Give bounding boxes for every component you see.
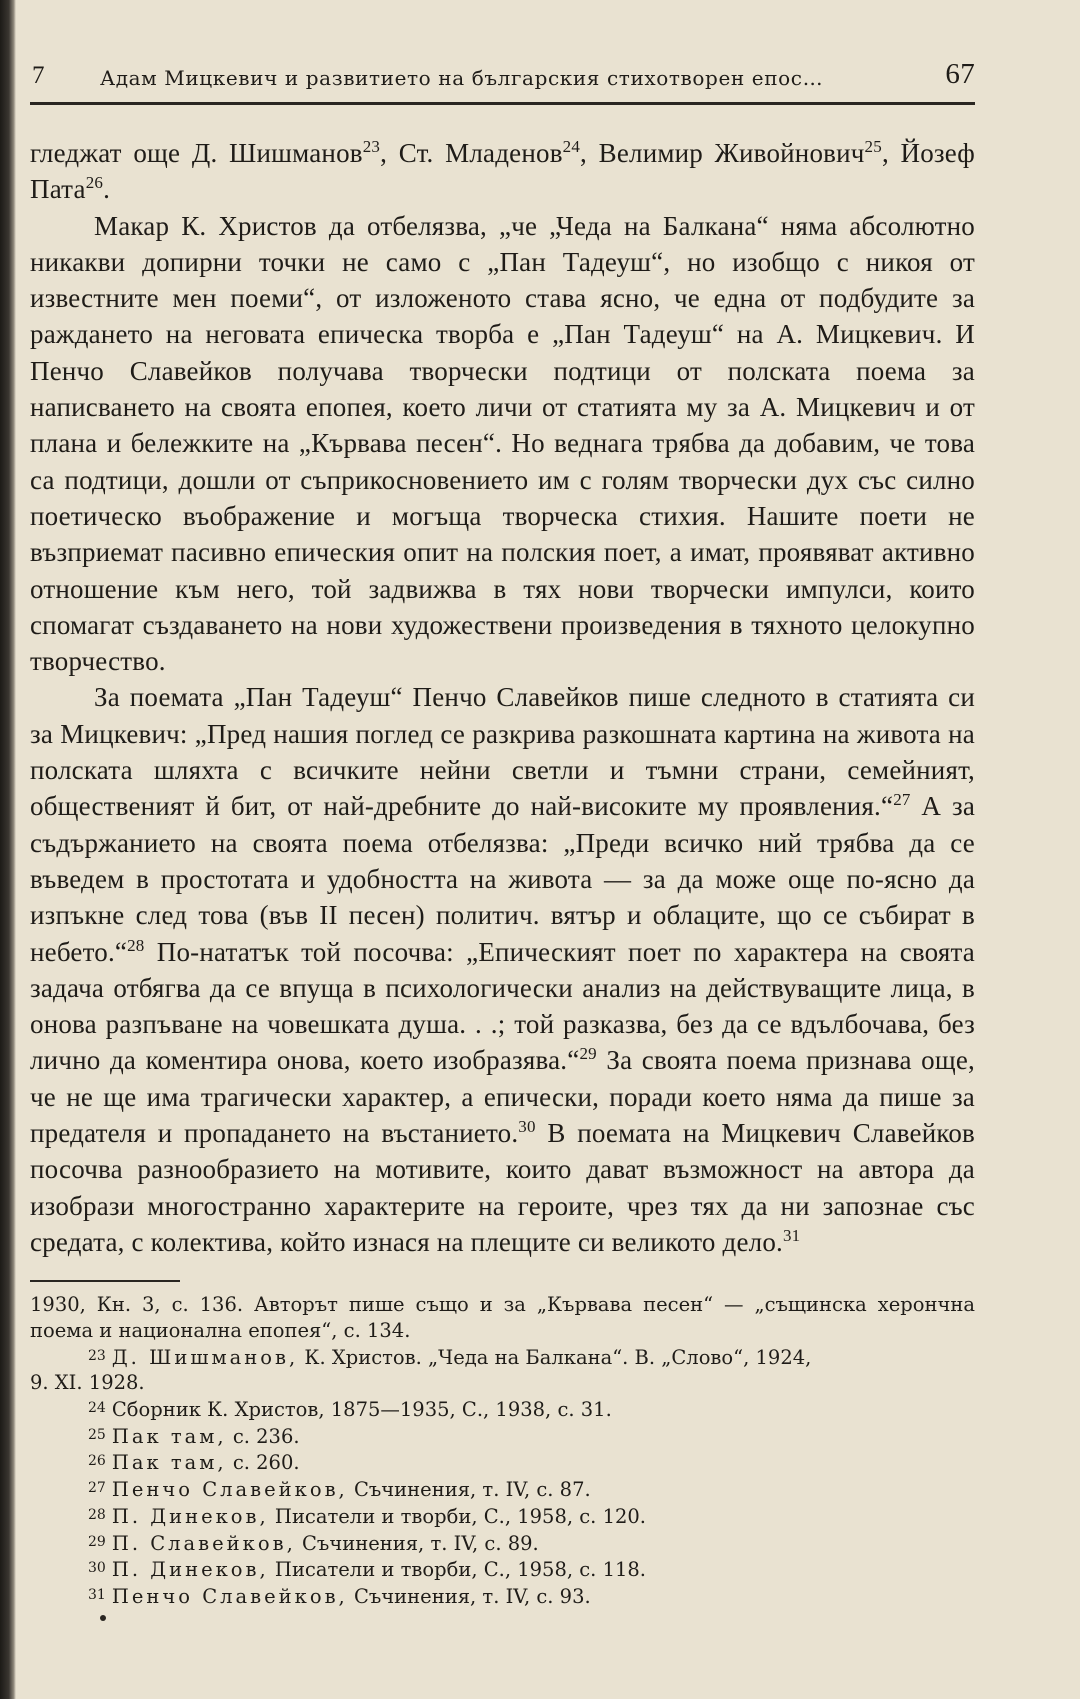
footnote-ref[interactable]: 27 bbox=[893, 790, 911, 810]
footnote-ref[interactable]: 29 bbox=[579, 1044, 597, 1064]
book-spine-shadow bbox=[0, 0, 16, 1699]
main-text bbox=[30, 135, 975, 1260]
paragraph: Макар К. Христов да отбелязва, „че „Чеда на Балкана“ няма абсолютно никакви допирни точки не само с „Пан Тадеуш“, но изобщо с никоя от известните мен поеми“, от изложеното става ясно, че една от подбудите за раждането на неговата епическа творба е „Пан Тадеуш“ на А. Мицкевич. И Пенчо Славейков получава творчески подтици от полската поема за написването на своята епопея, което личи от статията му за А. Мицкевич и от плана и бележките на „Кървава песен“. Но веднага трябва да добавим, че това са подтици, дошли от съприкосновението им с голям творчески дух със силно поетическо въображение и могъща творческа стихия. Нашите поети не възприемат пасивно епическия опит на полския поет, а имат, проявяват активно отношение към него, той задвижва в тях нови творчески импулси, които спомагат създаването на нови художествени произведения в тяхното целокупно творчество. bbox=[30, 210, 975, 677]
paragraph-continued: гледжат още Д. Шишманов$^{23}$, Ст. Младенов$^{24}$, Велимир Живойнович$^{25}$, Йозеф Пата$^{26}$. bbox=[30, 137, 976, 205]
book-page bbox=[30, 52, 975, 1692]
footnote-25: $^{25}$ Пак там, с. 236. bbox=[88, 1424, 300, 1448]
footnote-23-wrap: 9. XI. 1928. bbox=[30, 1371, 145, 1395]
printer-mark bbox=[100, 1615, 106, 1621]
footnote-ref[interactable]: 25 bbox=[864, 137, 882, 156]
footnote-ref[interactable]: 31 bbox=[782, 1225, 801, 1245]
footnote-ref[interactable]: 26 bbox=[85, 173, 104, 193]
running-head bbox=[30, 52, 975, 98]
footnote-23: $^{23}$ Д. Шишманов, К. Христов. „Чеда на Балкана“. В. „Слово“, 1924, bbox=[88, 1345, 812, 1369]
footnote-28: $^{28}$ П. Динеков, Писатели и творби, С., 1958, с. 120. bbox=[88, 1504, 646, 1528]
footnote-continued: 1930, Кн. 3, с. 136. Авторът пише също и за „Кървава песен“ — „същинска херончна поема и национална епопея“, с. 134. bbox=[30, 1293, 975, 1342]
footnote-ref[interactable]: 28 bbox=[127, 935, 145, 955]
footnote-29: $^{29}$ П. Славейков, Съчинения, т. IV, с. 89. bbox=[88, 1531, 539, 1555]
paragraph: За поемата „Пан Тадеуш“ Пенчо Славейков пише следното в статията си за Мицкевич: „Пред нашия поглед се разкрива разкошната картина на живота на полската шляхта с всичките нейни светли и тъмни страни, семейният, общественият й бит, от най-дребните до най-високите му проявления.“$^{27}$ А за съдържанието на своята поема отбелязва: „Преди всичко ний трябва да се въведем в простотата и удобността на живота — за да може още по-ясно да изпъкне след това (във II песен) политич. вятър и облаците, що се събират в небето.“$^{28}$ По-нататък той посочва: „Епическият поет по характера на своята задача отбягва да се впуща в психологически анализ на действуващите лица, в онова разпъване на човешката душа. . .; той разказва, без да се вдълбочава, без лично да коментира онова, което изобразява.“$^{29}$ За своята поема признава още, че не ще има трагически характер, а епически, поради което няма да пише за предателя и пропадането на въстанието.$^{30}$ В поемата на Мицкевич Славейков посочва разнообразието на мотивите, които дават възможност на автора да изобрази многостранно характерите на героите, чрез тях да ни запознае със средата, с колектива, който изнася на плещите си великото дело.$^{31}$ bbox=[30, 682, 975, 1257]
footnote-24: $^{24}$ Сборник К. Христов, 1875—1935, С., 1938, с. 31. bbox=[88, 1398, 612, 1422]
footnote-ref[interactable]: 30 bbox=[518, 1117, 536, 1137]
chapter-number: 7 bbox=[32, 62, 45, 89]
footnote-26: $^{26}$ Пак там, с. 260. bbox=[88, 1451, 300, 1475]
footnotes bbox=[30, 1292, 975, 1609]
footnote-ref[interactable]: 23 bbox=[362, 137, 381, 156]
footnote-27: $^{27}$ Пенчо Славейков, Съчинения, т. IV, с. 87. bbox=[88, 1478, 591, 1502]
running-title: Адам Мицкевич и развитието на българския стихотворен епос… bbox=[100, 66, 824, 90]
footnote-rule bbox=[30, 1280, 180, 1282]
footnote-ref[interactable]: 24 bbox=[562, 137, 581, 156]
page-number: 67 bbox=[945, 58, 975, 90]
footnote-31: $^{31}$ Пенчо Славейков, Съчинения, т. IV, с. 93. bbox=[88, 1584, 591, 1608]
header-rule bbox=[30, 102, 975, 105]
footnote-30: $^{30}$ П. Динеков, Писатели и творби, С., 1958, с. 118. bbox=[88, 1558, 646, 1582]
